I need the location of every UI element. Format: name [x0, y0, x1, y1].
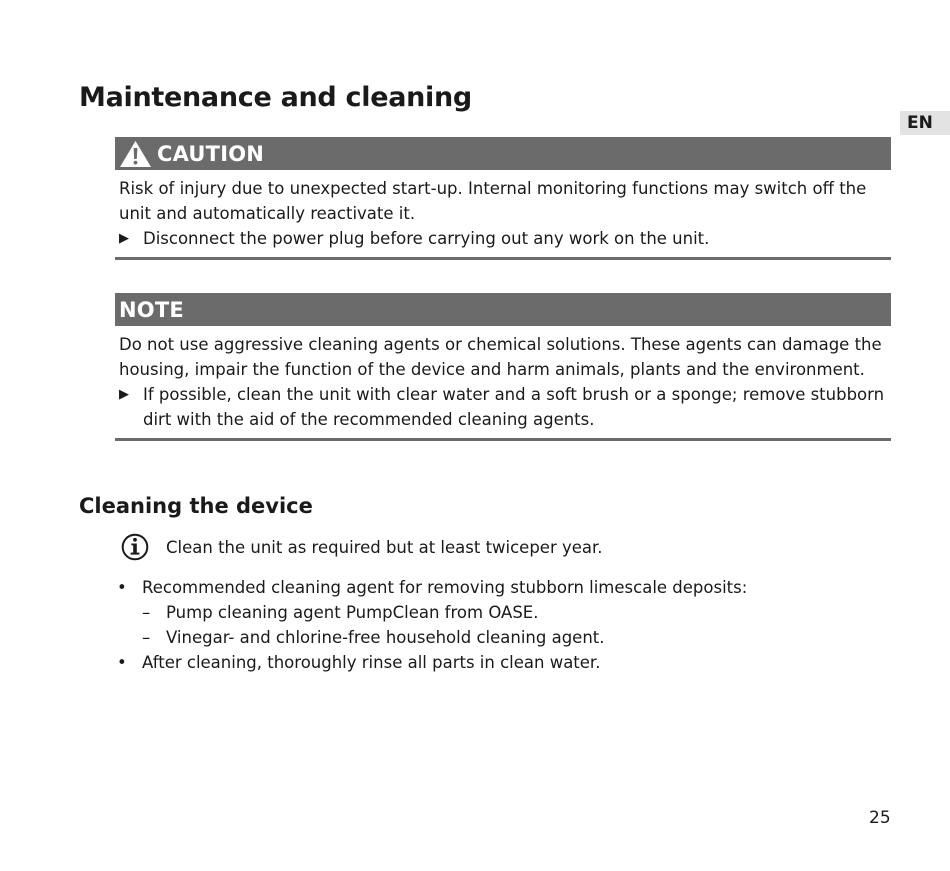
caution-label: CAUTION: [157, 141, 265, 166]
language-tab: EN: [900, 111, 950, 135]
dash-marker: –: [142, 628, 151, 647]
caution-instruction: [119, 226, 887, 251]
page-number: 25: [869, 808, 891, 828]
arrow-marker: ▶: [119, 387, 129, 402]
caution-body: [115, 170, 891, 251]
info-text: Clean the unit as required but at least twiceper year.: [166, 537, 603, 557]
caution-divider: [115, 257, 891, 260]
arrow-marker: ▶: [119, 231, 129, 246]
note-divider: [115, 438, 891, 441]
caution-text: Risk of injury due to unexpected start-up. Internal monitoring functions may switch off the unit and automatically reactivate it.: [119, 179, 867, 223]
cleaning-list: [117, 575, 877, 675]
sub-list-item: [117, 600, 877, 625]
section-heading: Cleaning the device: [79, 494, 313, 518]
bullet-marker: •: [117, 653, 127, 672]
note-body: [115, 326, 891, 432]
warning-triangle-icon: [119, 140, 152, 168]
sub-list-item: [117, 625, 877, 650]
caution-header: [115, 137, 891, 170]
dash-marker: –: [142, 603, 151, 622]
sub-list-item-text: Vinegar- and chlorine-free household cleaning agent.: [166, 628, 605, 647]
note-instruction: [119, 382, 887, 432]
list-item-text: After cleaning, thoroughly rinse all parts in clean water.: [142, 653, 601, 672]
note-label: NOTE: [119, 297, 184, 322]
note-text: Do not use aggressive cleaning agents or chemical solutions. These agents can damage the housing, impair the function of the device and harm animals, plants and the environment.: [119, 335, 882, 379]
list-item-text: Recommended cleaning agent for removing stubborn limescale deposits:: [142, 578, 748, 597]
info-note: [121, 533, 881, 561]
list-item: [117, 650, 877, 675]
note-notice: [115, 293, 891, 441]
note-instruction-text: If possible, clean the unit with clear water and a soft brush or a sponge; remove stubborn dirt with the aid of the recommended cleaning agents.: [143, 385, 885, 429]
page-title: Maintenance and cleaning: [79, 82, 472, 113]
caution-instruction-text: Disconnect the power plug before carrying out any work on the unit.: [143, 229, 710, 248]
caution-notice: [115, 137, 891, 260]
note-header: [115, 293, 891, 326]
bullet-marker: •: [117, 578, 127, 597]
list-item: [117, 575, 877, 600]
sub-list-item-text: Pump cleaning agent PumpClean from OASE.: [166, 603, 539, 622]
info-icon: [121, 533, 149, 561]
